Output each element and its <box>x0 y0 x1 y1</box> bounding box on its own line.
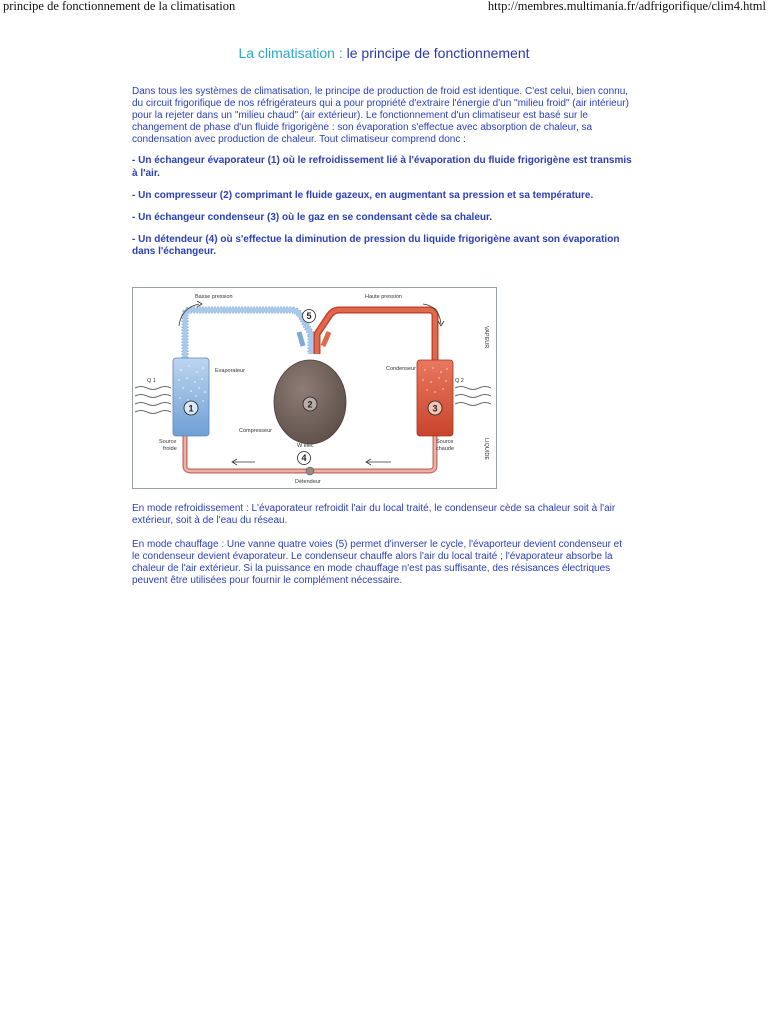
label-q1: Q 1 <box>147 378 156 384</box>
modes-section <box>132 503 632 588</box>
title-separator: : <box>334 45 347 61</box>
label-w-elec: W élec <box>297 443 314 449</box>
compressor-number: 2 <box>307 399 313 410</box>
label-source-froide-2: froide <box>163 446 177 452</box>
label-source-chaude-2: chaude <box>436 446 455 452</box>
discharge-line <box>317 310 435 360</box>
expansion-valve-body <box>306 467 314 475</box>
page-header-url: http://membres.multimania.fr/adfrigorifique/clim4.html <box>487 0 766 13</box>
main-content <box>132 86 632 258</box>
label-basse-pression: Basse pression <box>195 294 233 300</box>
title-part2: le principe de fonctionnement <box>346 45 530 61</box>
label-condenseur: Condenseur <box>386 366 416 372</box>
page-title <box>0 45 768 61</box>
list-item-condenseur: - Un échangeur condenseur (3) où le gaz en se condensant cède sa chaleur. <box>132 211 493 223</box>
diagram-svg <box>133 288 496 488</box>
label-haute-pression: Haute pression <box>365 294 402 300</box>
expansion-valve-number: 4 <box>301 453 307 464</box>
title-part1: La climatisation <box>238 45 335 61</box>
page-header-title: principe de fonctionnement de la climatisation <box>3 0 236 13</box>
valve-number: 5 <box>306 311 312 322</box>
list-item-evaporateur: - Un échangeur évaporateur (1) où le refroidissement lié à l'évaporation du fluide frigorigène est transmis à l'air. <box>132 155 632 179</box>
label-detendeur: Détendeur <box>295 479 321 485</box>
condenser-number: 3 <box>432 403 438 414</box>
evaporator-number: 1 <box>188 403 194 414</box>
label-compresseur: Compresseur <box>239 428 273 434</box>
label-vapeur: VAPEUR <box>483 326 489 349</box>
evaporator-box <box>173 358 209 436</box>
list-item-compresseur: - Un compresseur (2) comprimant le fluide gazeux, en augmentant sa pression et sa température. <box>132 189 594 201</box>
mode-chauffage-paragraph: En mode chauffage : Une vanne quatre voies (5) permet d'inverser le cycle, l'évaporteur devient condenseur et le condenseur devient évaporateur. Le condenseur chauffe alors l'air du local traité ; l'évaporateur absorbe la chaleur de l'air extérieur. Si la puissance en mode chauffage n'est pas suffisante, des résisances électriques peuvent être utilisées pour fournir le complément nécessaire. <box>132 539 623 587</box>
list-item-detendeur: - Un détendeur (4) où s'effectue la diminution de pression du liquide frigorigène avant son évaporation dans l'échangeur. <box>132 233 620 257</box>
label-liquide: LIQUIDE <box>483 438 489 461</box>
mode-refroidissement-paragraph: En mode refroidissement : L'évaporateur refroidit l'air du local traité, le condenseur cède sa chaleur soit à l'air extérieur, soit à de l'eau du réseau. <box>132 503 616 527</box>
intro-paragraph: Dans tous les systèmes de climatisation, le principe de production de froid est identique. C'est celui, bien connu, du circuit frigorifique de nos réfrigérateurs qui a pour propriété d'extraire l'énergie d'un "milieu froid" (air intérieur) pour la rejeter dans un "milieu chaud" (air extérieur). Le fonctionnement d'un climatiseur est basé sur le changement de phase d'un fluide frigorigène : son évaporation s'effectue avec absorption de chaleur, sa condensation avec production de chaleur. Tout climatiseur comprend donc : <box>132 86 629 146</box>
label-source-chaude-1: Source <box>436 439 454 445</box>
condenser-box <box>417 360 453 436</box>
suction-line <box>185 310 311 358</box>
label-q2: Q 2 <box>455 378 464 384</box>
label-source-froide-1: Source <box>159 439 177 445</box>
label-evaporateur: Evaporateur <box>215 368 245 374</box>
refrigeration-cycle-diagram <box>132 287 497 489</box>
